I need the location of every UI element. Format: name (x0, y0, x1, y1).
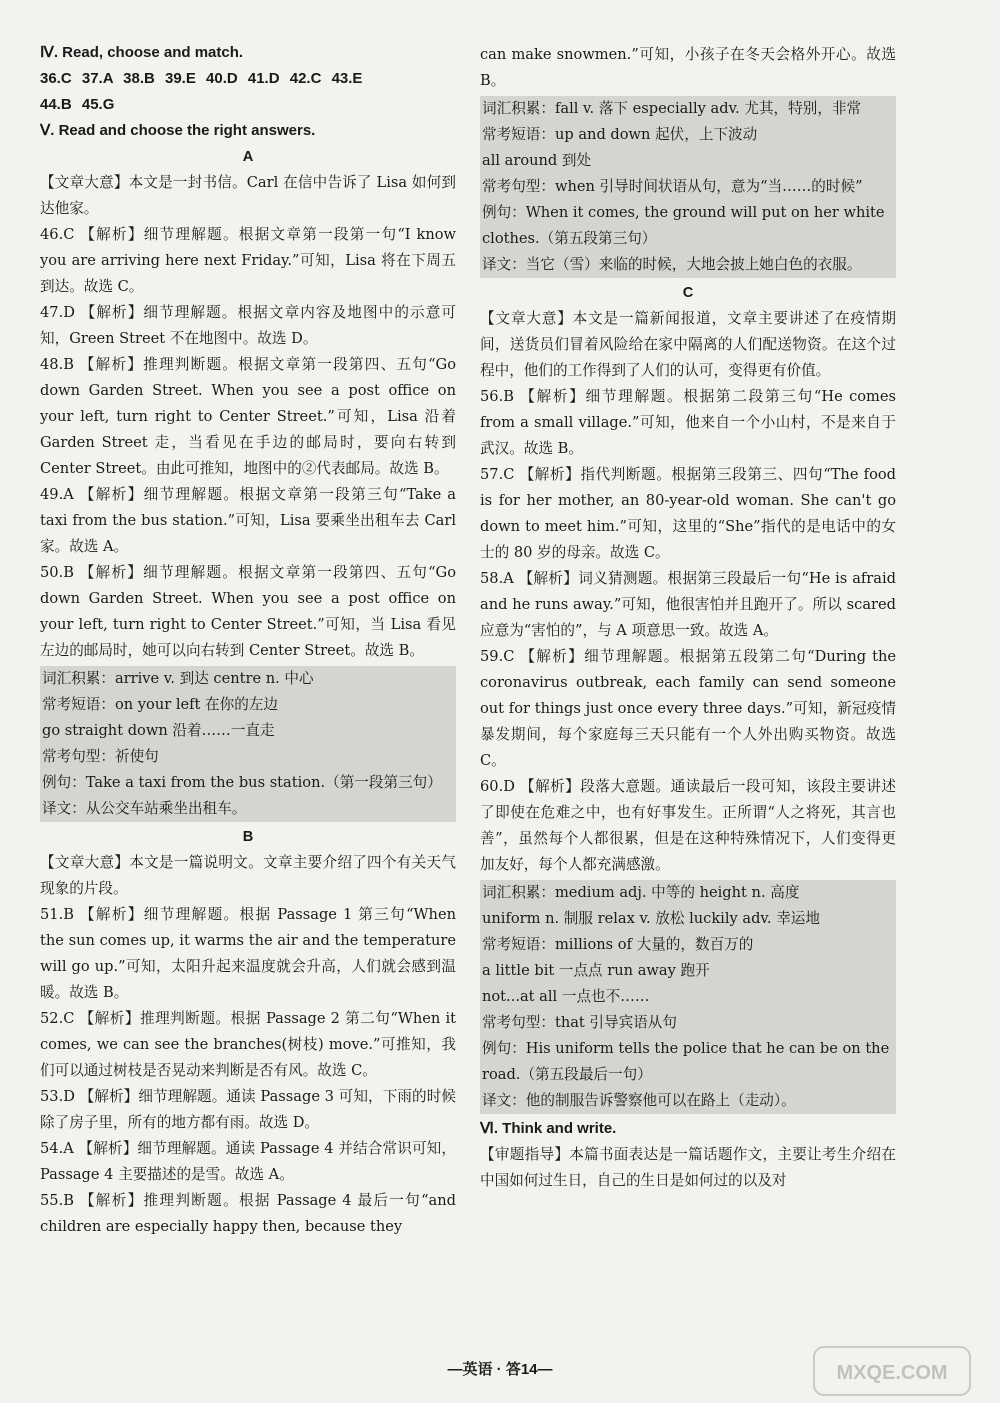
answer-55-continued: can make snowmen.”可知，小孩子在冬天会格外开心。故选 B。 (480, 46, 896, 89)
writing-guide: 【审题指导】本篇书面表达是一篇话题作文，主要让考生介绍在中国如何过生日，自己的生日是如何过的以及对 (480, 1146, 896, 1189)
passage-a-notes-box (40, 666, 456, 822)
phrase-line: go straight down 沿着……一直走 (42, 722, 275, 739)
phrase-line: all around 到处 (482, 152, 592, 169)
translation-line: 译文：他的制服告诉警察他可以在路上（走动）。 (482, 1092, 796, 1109)
passage-a-summary: 【文章大意】本文是一封书信。Carl 在信中告诉了 Lisa 如何到达他家。 (40, 174, 456, 217)
page-footer: —英语 · 答14— (447, 1361, 553, 1378)
answer-47: 47.D 【解析】细节理解题。根据文章内容及地图中的示意可知，Green Street 不在地图中。故选 D。 (40, 304, 456, 347)
pattern-line: 常考句型：that 引导宾语从句 (482, 1014, 678, 1031)
passage-c-label: C (682, 285, 694, 301)
passage-b-label: B (242, 829, 254, 845)
translation-line: 译文：当它（雪）来临的时候，大地会披上她白色的衣服。 (482, 256, 862, 273)
example-line: 例句：Take a taxi from the bus station.（第一段第三句） (42, 774, 442, 791)
answer-50: 50.B 【解析】细节理解题。根据文章第一段第四、五句“Go down Garden Street. When you see a post office on your left, turn right to Center Street.”可知，当 Lisa 看见左边的邮局时，她可以向右转到 Center Street。故选 B。 (40, 564, 456, 659)
passage-c-notes-box (480, 880, 896, 1114)
right-column (480, 42, 896, 1194)
answer-53: 53.D 【解析】细节理解题。通读 Passage 3 可知，下雨的时候除了房子里，所有的地方都有雨。故选 D。 (40, 1088, 456, 1131)
section-4-title: Ⅳ. Read, choose and match. (40, 44, 244, 61)
watermark-logo (812, 1345, 972, 1397)
answer-48: 48.B 【解析】推理判断题。根据文章第一段第四、五句“Go down Garden Street. When you see a post office on your left, turn right to Center Street.”可知，Lisa 沿着 Garden Street 走，当看见在手边的邮局时，要向右转到 Center Street。由此可推知，地图中的②代表邮局。故选 B。 (40, 356, 456, 477)
phrase-line: not...at all 一点也不…… (482, 988, 650, 1005)
answer-57: 57.C 【解析】指代判断题。根据第三段第三、四句“The food is for her mother, an 80-year-old woman. She can't go down to meet him.”可知，这里的“She”指代的是电话中的女士的 80 岁的母亲。故选 C。 (480, 466, 896, 561)
example-line: 例句：His uniform tells the police that he can be on the road.（第五段最后一句） (482, 1040, 890, 1083)
section-4-answers-row2: 44.B 45.G (40, 96, 115, 113)
section-5-title: Ⅴ. Read and choose the right answers. (40, 122, 316, 139)
phrase-line: a little bit 一点点 run away 跑开 (482, 962, 710, 979)
section-6-title: Ⅵ. Think and write. (480, 1120, 617, 1137)
answer-46: 46.C 【解析】细节理解题。根据文章第一段第一句“I know you are arriving here next Friday.”可知，Lisa 将在下周五到达。故选 C。 (40, 226, 456, 295)
answer-54: 54.A 【解析】细节理解题。通读 Passage 4 并结合常识可知，Passage 4 主要描述的是雪。故选 A。 (40, 1140, 456, 1183)
vocab-line: 词汇积累：medium adj. 中等的 height n. 高度 (482, 884, 800, 901)
left-column (40, 40, 456, 1240)
watermark-text: MXQE.COM (836, 1362, 948, 1384)
passage-a-label: A (242, 149, 254, 165)
passage-b-summary: 【文章大意】本文是一篇说明文。文章主要介绍了四个有关天气现象的片段。 (40, 854, 456, 897)
section-4-answers-row1: 36.C 37.A 38.B 39.E 40.D 41.D 42.C 43.E (40, 70, 363, 87)
answer-59: 59.C 【解析】细节理解题。根据第五段第二句“During the coronavirus outbreak, each family can send someone out for things just once every three days.”可知，新冠疫情暴发期间，每个家庭每三天只能有一个人外出购买物资。故选 C。 (480, 648, 896, 769)
vocab-line: 词汇积累：fall v. 落下 especially adv. 尤其，特别，非常 (482, 100, 862, 117)
answer-52: 52.C 【解析】推理判断题。根据 Passage 2 第二句“When it comes, we can see the branches(树枝) move.”可推知，我们可以通过树枝是否晃动来判断是否有风。故选 C。 (40, 1010, 456, 1079)
answer-49: 49.A 【解析】细节理解题。根据文章第一段第三句“Take a taxi from the bus station.”可知，Lisa 要乘坐出租车去 Carl 家。故选 A。 (40, 486, 456, 555)
passage-b-notes-box (480, 96, 896, 278)
pattern-line: 常考句型：when 引导时间状语从句，意为“当……的时候” (482, 178, 863, 195)
vocab-line: uniform n. 制服 relax v. 放松 luckily adv. 幸运地 (482, 910, 820, 927)
answer-56: 56.B 【解析】细节理解题。根据第二段第三句“He comes from a small village.”可知，他来自一个小山村，不是来自于武汉。故选 B。 (480, 388, 896, 457)
passage-c-summary: 【文章大意】本文是一篇新闻报道，文章主要讲述了在疫情期间，送货员们冒着风险给在家中隔离的人们配送物资。在这个过程中，他们的工作得到了人们的认可，变得更有价值。 (480, 310, 896, 379)
phrase-line: 常考短语：up and down 起伏，上下波动 (482, 126, 758, 143)
pattern-line: 常考句型：祈使句 (42, 748, 159, 765)
translation-line: 译文：从公交车站乘坐出租车。 (42, 800, 247, 817)
vocab-line: 词汇积累：arrive v. 到达 centre n. 中心 (42, 670, 314, 687)
phrase-line: 常考短语：on your left 在你的左边 (42, 696, 279, 713)
answer-60: 60.D 【解析】段落大意题。通读最后一段可知，该段主要讲述了即使在危难之中，也有好事发生。正所谓“人之将死，其言也善”，虽然每个人都很累，但是在这种特殊情况下，人们变得更加友好，每个人都充满感激。 (480, 778, 896, 873)
answer-58: 58.A 【解析】词义猜测题。根据第三段最后一句“He is afraid and he runs away.”可知，他很害怕并且跑开了。所以 scared 应意为“害怕的”，与 A 项意思一致。故选 A。 (480, 570, 896, 639)
phrase-line: 常考短语：millions of 大量的，数百万的 (482, 936, 754, 953)
answer-51: 51.B 【解析】细节理解题。根据 Passage 1 第三句“When the sun comes up, it warms the air and the temperature will go up.”可知，太阳升起来温度就会升高，人们就会感到温暖。故选 B。 (40, 906, 456, 1001)
answer-55: 55.B 【解析】推理判断题。根据 Passage 4 最后一句“and children are especially happy then, because they (40, 1192, 456, 1235)
example-line: 例句：When it comes, the ground will put on her white clothes.（第五段第三句） (482, 204, 885, 247)
